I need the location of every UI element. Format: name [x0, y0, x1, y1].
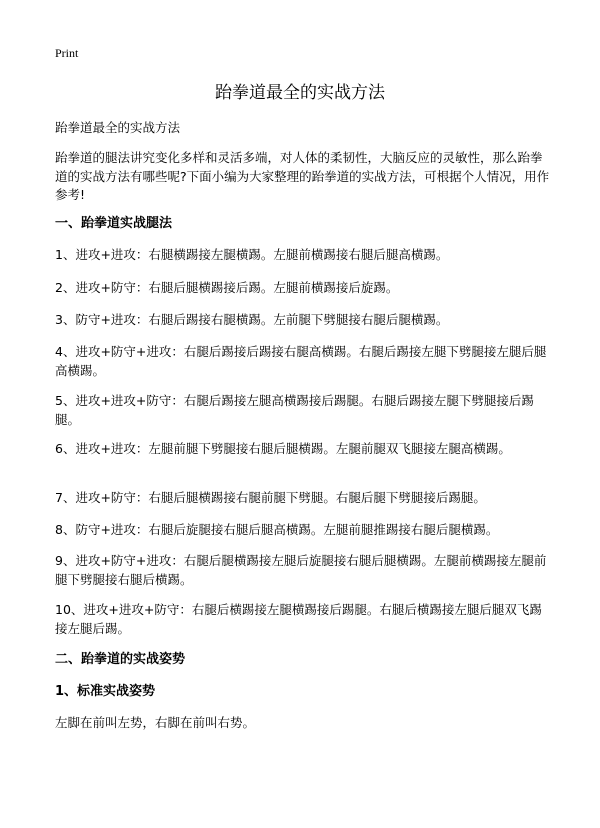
section-heading-stances: 二、跆拳道的实战姿势: [55, 652, 186, 667]
document-subtitle: 跆拳道最全的实战方法: [55, 120, 181, 135]
section-heading-kicks: 一、跆拳道实战腿法: [55, 216, 173, 231]
technique-item: 2、进攻+防守：右腿后腿横踢接后踢。左腿前横踢接后旋踢。: [55, 280, 399, 295]
technique-item: 8、防守+进攻：右腿后旋腿接右腿后腿高横踢。左腿前腿推踢接右腿后腿横踢。: [55, 522, 499, 537]
intro-paragraph: 跆拳道的腿法讲究变化多样和灵活多端，对人体的柔韧性，大脑反应的灵敏性，那么跆拳道的实战方法有哪些呢?下面小编为大家整理的跆拳道的实战方法，可根据个人情况，用作参考!: [55, 150, 550, 202]
technique-item: 3、防守+进攻：右腿后踢接右腿横踢。左前腿下劈腿接右腿后腿横踢。: [55, 312, 449, 327]
standard-stance-text: 左脚在前叫左势，右脚在前叫右势。: [55, 715, 256, 730]
technique-item: 10、进攻+进攻+防守：右腿后横踢接左腿横踢接后踢腿。右腿后横踢接左腿后腿双飞踢接左腿后踢。: [55, 602, 542, 636]
technique-item: 1、进攻+进攻：右腿横踢接左腿横踢。左腿前横踢接右腿后腿高横踢。: [55, 247, 449, 262]
technique-item: 4、进攻+防守+进攻：右腿后踢接后踢接右腿高横踢。右腿后踢接左腿下劈腿接左腿后腿高横踢。: [55, 344, 547, 378]
technique-item: 6、进攻+进攻：左腿前腿下劈腿接右腿后腿横踢。左腿前腿双飞腿接左腿高横踢。: [55, 441, 511, 456]
technique-item: 7、进攻+防守：右腿后腿横踢接右腿前腿下劈腿。右腿后腿下劈腿接后踢腿。: [55, 490, 486, 505]
technique-item: 9、进攻+防守+进攻：右腿后腿横踢接左腿后旋腿接右腿后腿横踢。左腿前横踢接左腿前腿下劈腿接右腿后横踢。: [55, 553, 547, 587]
document-title: 跆拳道最全的实战方法: [215, 83, 385, 103]
technique-item: 5、进攻+进攻+防守：右腿后踢接左腿高横踢接后踢腿。右腿后踢接左腿下劈腿接后踢腿。: [55, 393, 534, 427]
subsection-heading-standard-stance: 1、标准实战姿势: [55, 684, 156, 699]
print-label: Print: [55, 46, 79, 60]
